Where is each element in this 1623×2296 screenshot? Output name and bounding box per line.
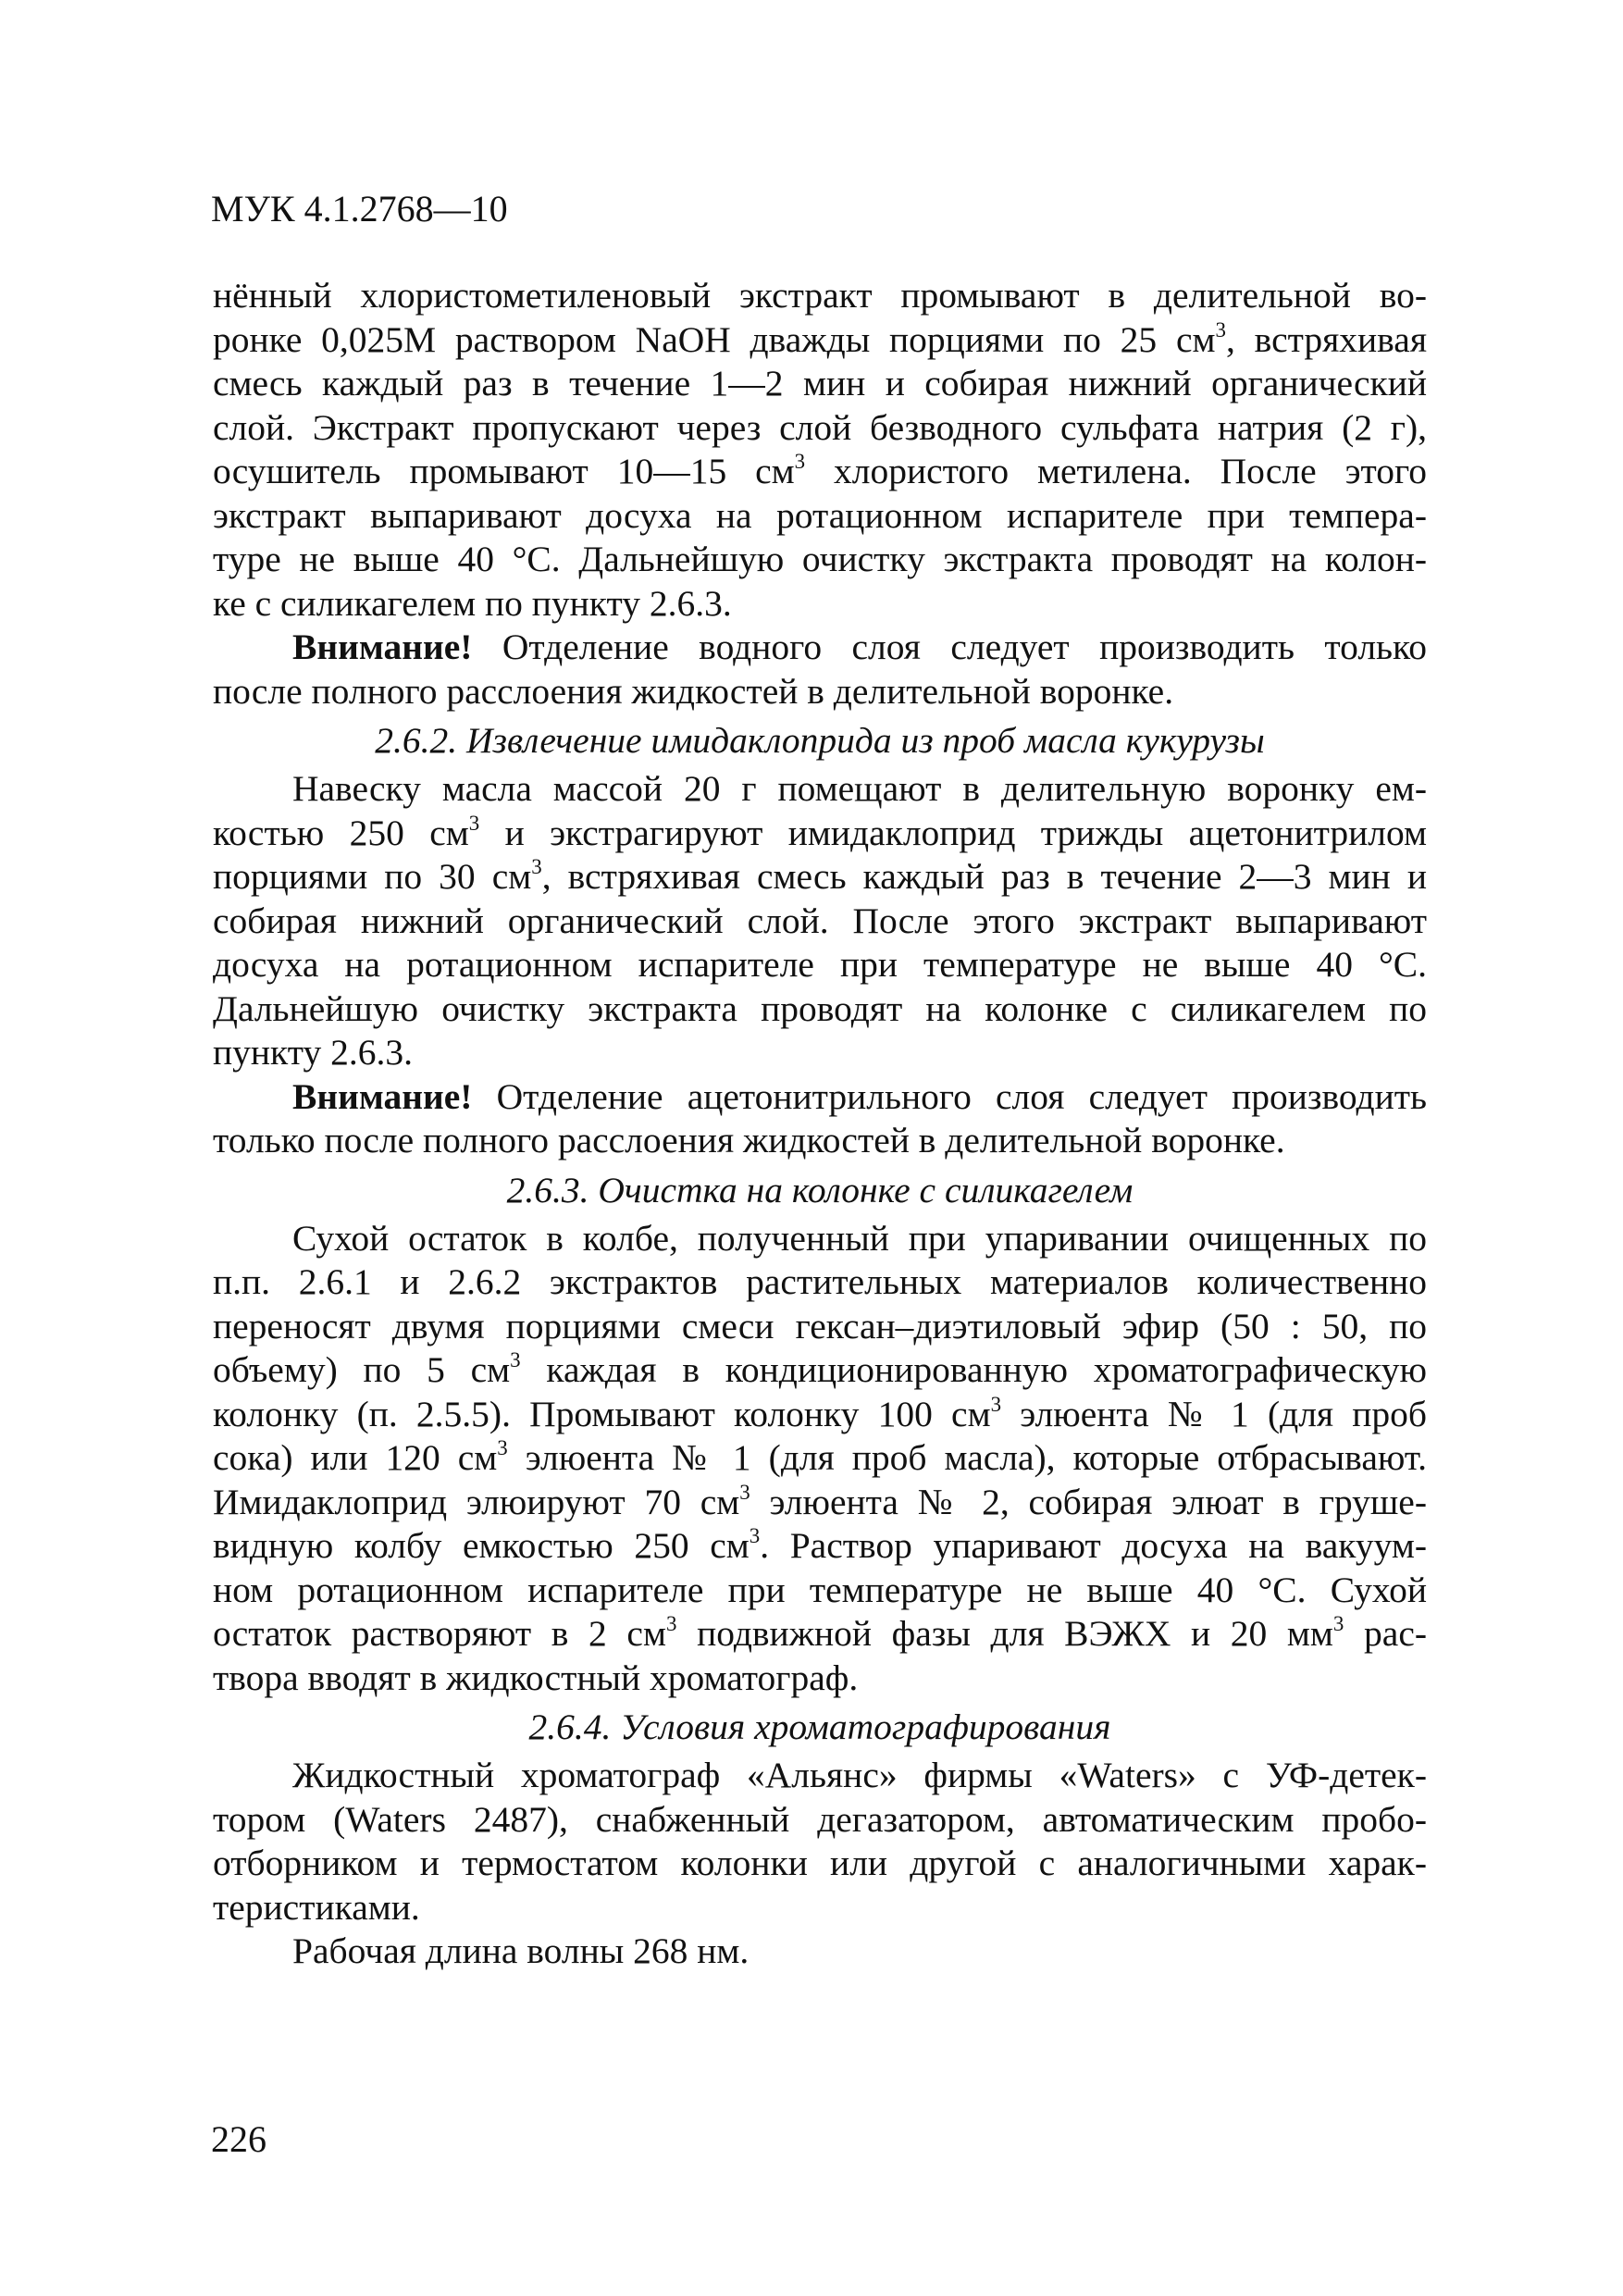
body-line: осушитель промывают 10—15 $см^3$ хлористого метилена. После этого xyxy=(213,450,1427,491)
superscript: 3 xyxy=(1215,317,1226,341)
body-line: Рабочая длина волны 268 нм. xyxy=(292,1930,750,1971)
superscript: 3 xyxy=(531,855,542,878)
superscript: 3 xyxy=(739,1480,750,1504)
body-line: Дальнейшую очистку экстракта проводят на колонке с силикагелем по xyxy=(213,987,1427,1029)
superscript: 3 xyxy=(510,1348,521,1371)
superscript: 3 xyxy=(749,1524,761,1547)
body-text xyxy=(213,274,1427,1974)
body-line: сока) или 120 $см^3$ элюента № 1 (для проб масла), которые отбрасывают. xyxy=(213,1436,1428,1478)
body-line: пункту 2.6.3. xyxy=(213,1032,413,1073)
section-heading-2-6-2: 2.6.2. Извлечение имидаклоприда из проб масла кукурузы xyxy=(375,720,1265,761)
body-line: ронке 0,025М раствором NaOH дважды порциями по 25 $см^3$, встряхивая xyxy=(213,317,1427,360)
body-line: Навеску масла массой 20 г помещают в делительную воронку ем- xyxy=(292,768,1427,809)
body-line: смесь каждый раз в течение 1—2 мин и собирая нижний органический xyxy=(213,363,1427,403)
body-line: собирая нижний органический слой. После этого экстракт выпаривают xyxy=(213,900,1427,941)
body-line: порциями по 30 $см^3$, встряхивая смесь каждый раз в течение 2—3 мин и xyxy=(213,855,1427,897)
body-line: туре не выше 40 °С. Дальнейшую очистку экстракта проводят на колон- xyxy=(213,539,1427,579)
body-line: ном ротационном испарителе при температуре не выше 40 °С. Сухой xyxy=(213,1569,1427,1610)
attention-label: Внимание! xyxy=(292,1075,473,1117)
superscript: 3 xyxy=(1332,1612,1344,1635)
body-line: Имидаклоприд элюируют 70 $см^3$ элюента № 2, собирая элюат в груше- xyxy=(213,1480,1427,1522)
body-line: тором (Waters 2487), снабженный дегазатором, автоматическим пробо- xyxy=(213,1798,1427,1840)
page-number: 226 xyxy=(211,2118,266,2160)
superscript: 3 xyxy=(665,1612,677,1635)
body-line: твора вводят в жидкостный хроматограф. xyxy=(213,1657,859,1698)
section-heading-2-6-3: 2.6.3. Очистка на колонке с силикагелем xyxy=(506,1169,1134,1210)
body-line: колонку (п. 2.5.5). Промывают колонку 100 $см^3$ элюента № 1 (для проб xyxy=(213,1392,1427,1434)
attention-note: Внимание! Отделение ацетонитрильного слоя следует производить xyxy=(292,1075,1427,1117)
superscript: 3 xyxy=(990,1392,1002,1416)
body-line: слой. Экстракт пропускают через слой безводного сульфата натрия (2 г), xyxy=(213,406,1427,448)
body-line: Жидкостный хроматограф «Альянс» фирмы «Waters» с УФ-детек- xyxy=(292,1755,1427,1795)
superscript: 3 xyxy=(497,1436,508,1459)
body-line: остаток растворяют в 2 $см^3$ подвижной фазы для ВЭЖХ и 20 $мм^3$ рас- xyxy=(213,1612,1427,1654)
body-line: досуха на ротационном испарителе при температуре не выше 40 °С. xyxy=(213,944,1427,985)
running-header: МУК 4.1.2768—10 xyxy=(211,188,508,230)
body-line: п.п. 2.6.1 и 2.6.2 экстрактов растительных материалов количественно xyxy=(213,1261,1427,1302)
body-line: нённый хлористометиленовый экстракт промывают в делительной во- xyxy=(213,275,1427,316)
body-line: переносят двумя порциями смеси гексан–диэтиловый эфир (50 : 50, по xyxy=(213,1305,1427,1347)
body-line: Сухой остаток в колбе, полученный при упаривании очищенных по xyxy=(292,1217,1427,1259)
body-line: объему) по 5 $см^3$ каждая в кондиционированную хроматографическую xyxy=(213,1348,1428,1390)
section-heading-2-6-4: 2.6.4. Условия хроматографирования xyxy=(528,1706,1111,1747)
attention-label: Внимание! xyxy=(292,627,473,667)
superscript: 3 xyxy=(468,811,480,835)
body-line: теристиками. xyxy=(213,1886,420,1928)
body-line: отборником и термостатом колонки или другой с аналогичными харак- xyxy=(213,1843,1427,1883)
body-line: после полного расслоения жидкостей в делительной воронке. xyxy=(213,670,1174,712)
body-line: только после полного расслоения жидкостей в делительной воронке. xyxy=(213,1120,1285,1160)
body-line: видную колбу емкостью 250 $см^3$. Раствор упаривают досуха на вакуум- xyxy=(213,1524,1427,1566)
body-line: экстракт выпаривают досуха на ротационном испарителе при темпера- xyxy=(213,494,1427,536)
body-line: костью 250 $см^3$ и экстрагируют имидаклоприд трижды ацетонитрилом xyxy=(213,811,1427,853)
body-line: ке с силикагелем по пункту 2.6.3. xyxy=(213,582,732,624)
superscript: 3 xyxy=(794,450,806,473)
attention-note: Внимание! Отделение водного слоя следует производить только xyxy=(292,627,1427,667)
